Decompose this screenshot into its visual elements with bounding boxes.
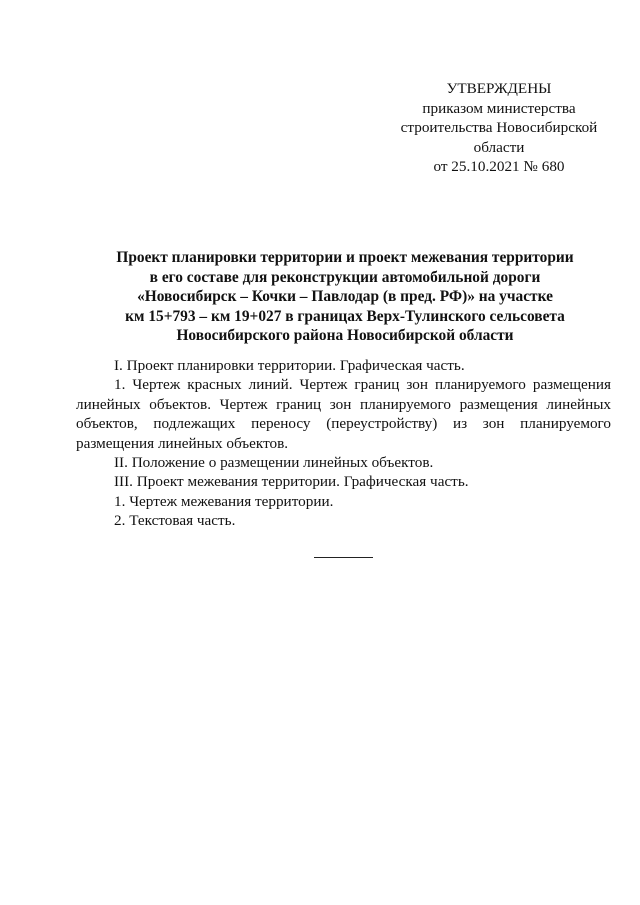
title-line: «Новосибирск – Кочки – Павлодар (в пред. РФ)» на участке xyxy=(137,288,553,306)
contents-item: 1. Чертеж межевания территории. xyxy=(114,492,334,510)
title-line: Проект планировки территории и проект межевания территории xyxy=(116,249,574,266)
title-line: в его составе для реконструкции автомобильной дороги xyxy=(149,268,541,286)
approval-line-region: области xyxy=(473,138,525,156)
contents-item: 2. Текстовая часть. xyxy=(114,512,236,530)
closing-divider xyxy=(314,557,373,558)
approval-date-number: от 25.10.2021 № 680 xyxy=(433,158,565,176)
approval-line-order: приказом министерства xyxy=(422,99,576,117)
title-line: Новосибирского района Новосибирской области xyxy=(176,327,514,345)
document-title xyxy=(80,248,610,346)
approval-heading: УТВЕРЖДЕНЫ xyxy=(446,80,552,97)
approval-stamp xyxy=(388,79,610,177)
title-line: км 15+793 – км 19+027 в границах Верх-Тулинского сельсовета xyxy=(125,307,565,325)
contents-item: III. Проект межевания территории. Графическая часть. xyxy=(114,473,469,491)
contents-item: I. Проект планировки территории. Графическая часть. xyxy=(114,357,465,374)
contents-item: 1. Чертеж красных линий. Чертеж границ зон планируемого размещения линейных объектов. Чертеж границ зон планируемого размещения линейных объектов, подлежащих переносу (переустройству) из зон планируемого размещения линейных объектов. xyxy=(76,376,611,452)
contents-item: II. Положение о размещении линейных объектов. xyxy=(114,454,434,472)
approval-line-ministry: строительства Новосибирской xyxy=(400,119,598,137)
contents-list xyxy=(76,356,611,531)
